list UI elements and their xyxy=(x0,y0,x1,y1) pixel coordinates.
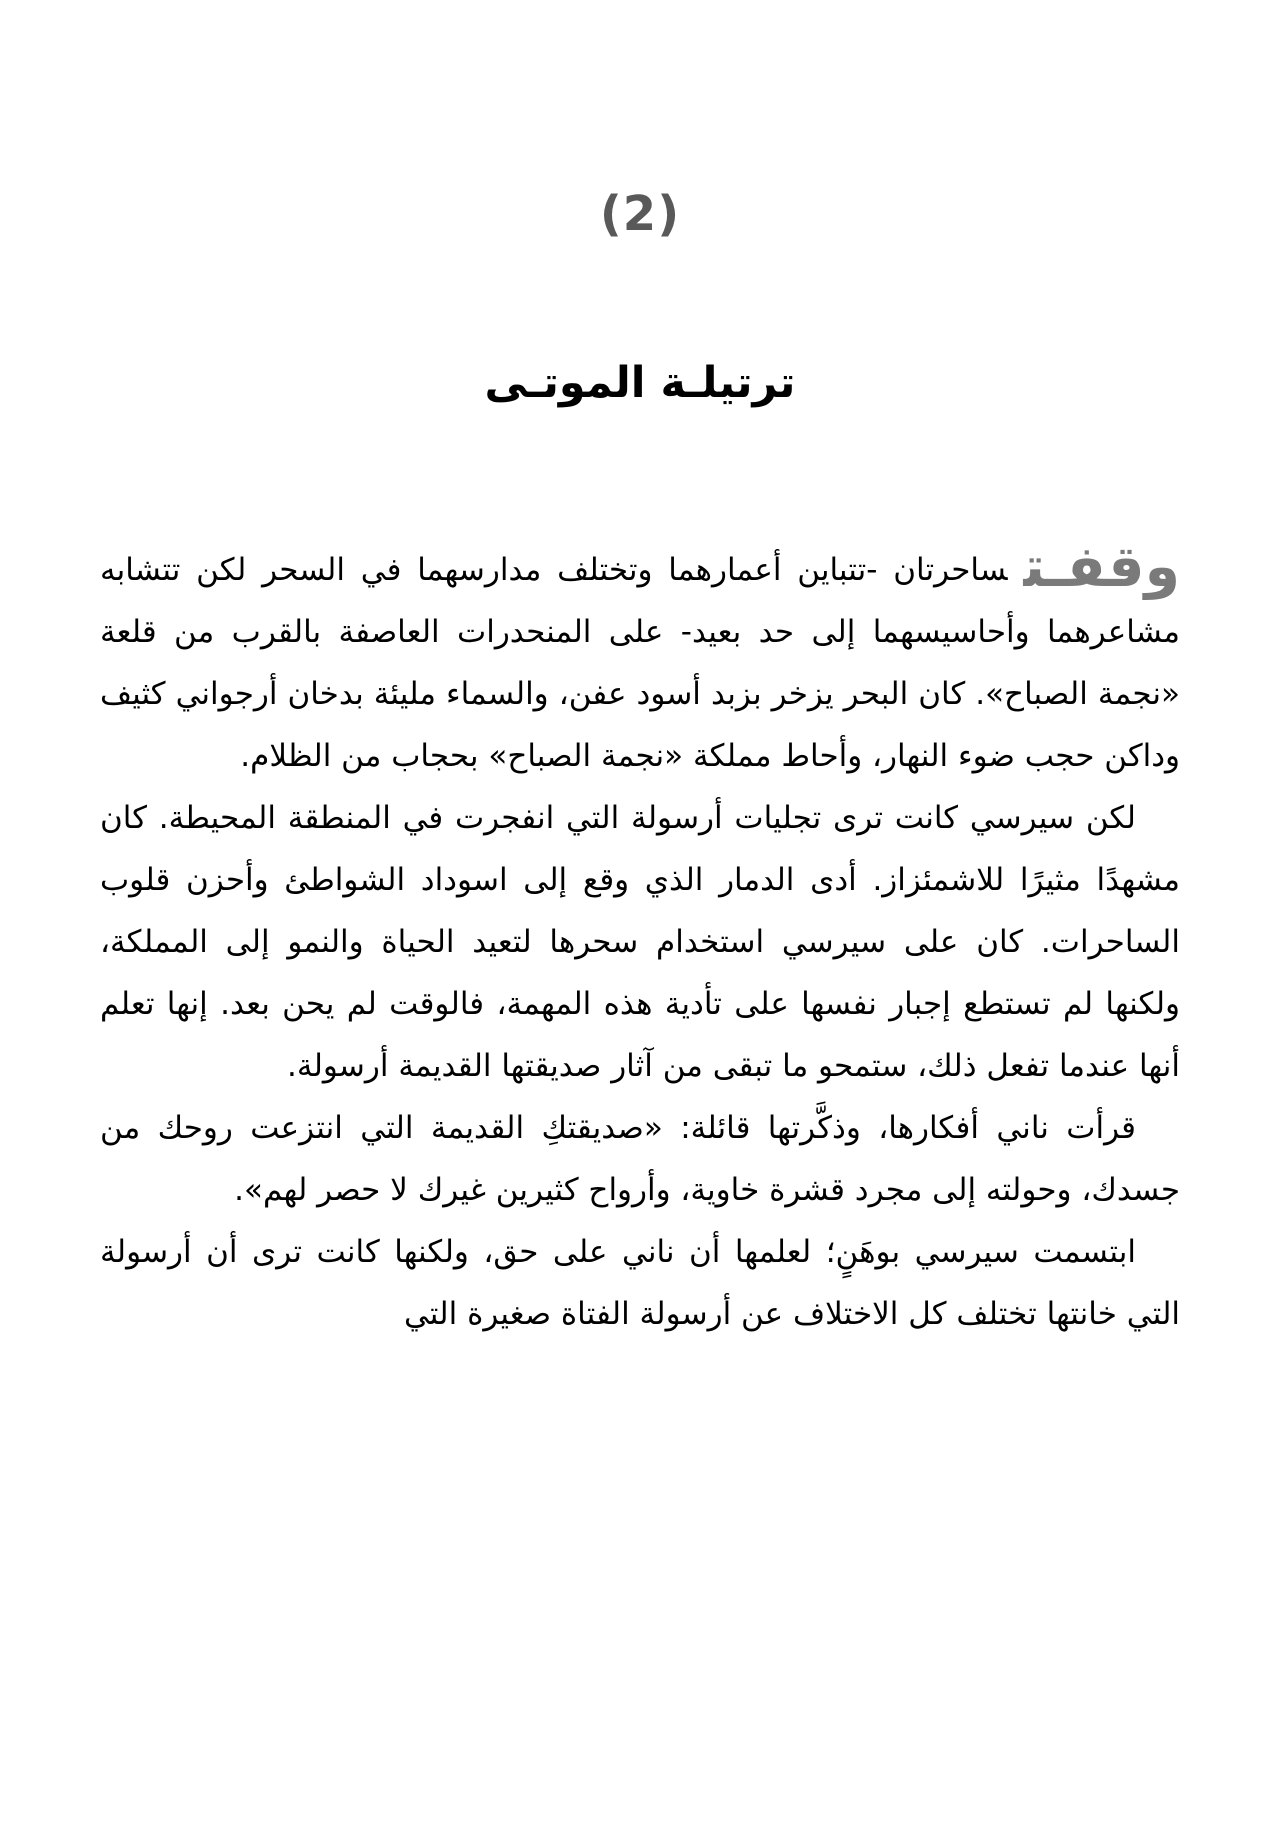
paragraph-1-text: ساحرتان -تتباين أعمارهما وتختلف مدارسهما في السحر لكن تتشابه مشاعرهما وأحاسيسهما إلى حد بعيد- على المنحدرات العاصفة بالقرب من قلعة «نجمة الصباح». كان البحر يزخر بزبد أسود عفن، والسماء مليئة بدخان أرجواني كثيف وداكن حجب ضوء النهار، وأحاط مملكة «نجمة الصباح» بحجاب من الظلام. xyxy=(100,552,1180,774)
paragraph-1 xyxy=(100,534,1180,787)
lead-word: وقفـت xyxy=(1023,534,1180,600)
chapter-number: (2) xyxy=(599,186,681,242)
chapter-title: ترتيلـة الموتـى xyxy=(484,358,796,408)
paragraph-3: قرأت ناني أفكارها، وذكَّرتها قائلة: «صديقتكِ القديمة التي انتزعت روحك من جسدك، وحولته إلى مجرد قشرة خاوية، وأرواح كثيرين غيرك لا حصر لهم». xyxy=(100,1110,1180,1208)
paragraph-2: لكن سيرسي كانت ترى تجليات أرسولة التي انفجرت في المنطقة المحيطة. كان مشهدًا مثيرًا للاشمئزاز. أدى الدمار الذي وقع إلى اسوداد الشواطئ وأحزن قلوب الساحرات. كان على سيرسي استخدام سحرها لتعيد الحياة والنمو إلى المملكة، ولكنها لم تستطع إجبار نفسها على تأدية هذه المهمة، فالوقت لم يحن بعد. إنها تعلم أنها عندما تفعل ذلك، ستمحو ما تبقى من آثار صديقتها القديمة أرسولة. xyxy=(100,800,1180,1084)
body-text xyxy=(100,534,1180,1345)
paragraph-4: ابتسمت سيرسي بوهَنٍ؛ لعلمها أن ناني على حق، ولكنها كانت ترى أن أرسولة التي خانتها تختلف كل الاختلاف عن أرسولة الفتاة صغيرة التي xyxy=(100,1234,1180,1332)
